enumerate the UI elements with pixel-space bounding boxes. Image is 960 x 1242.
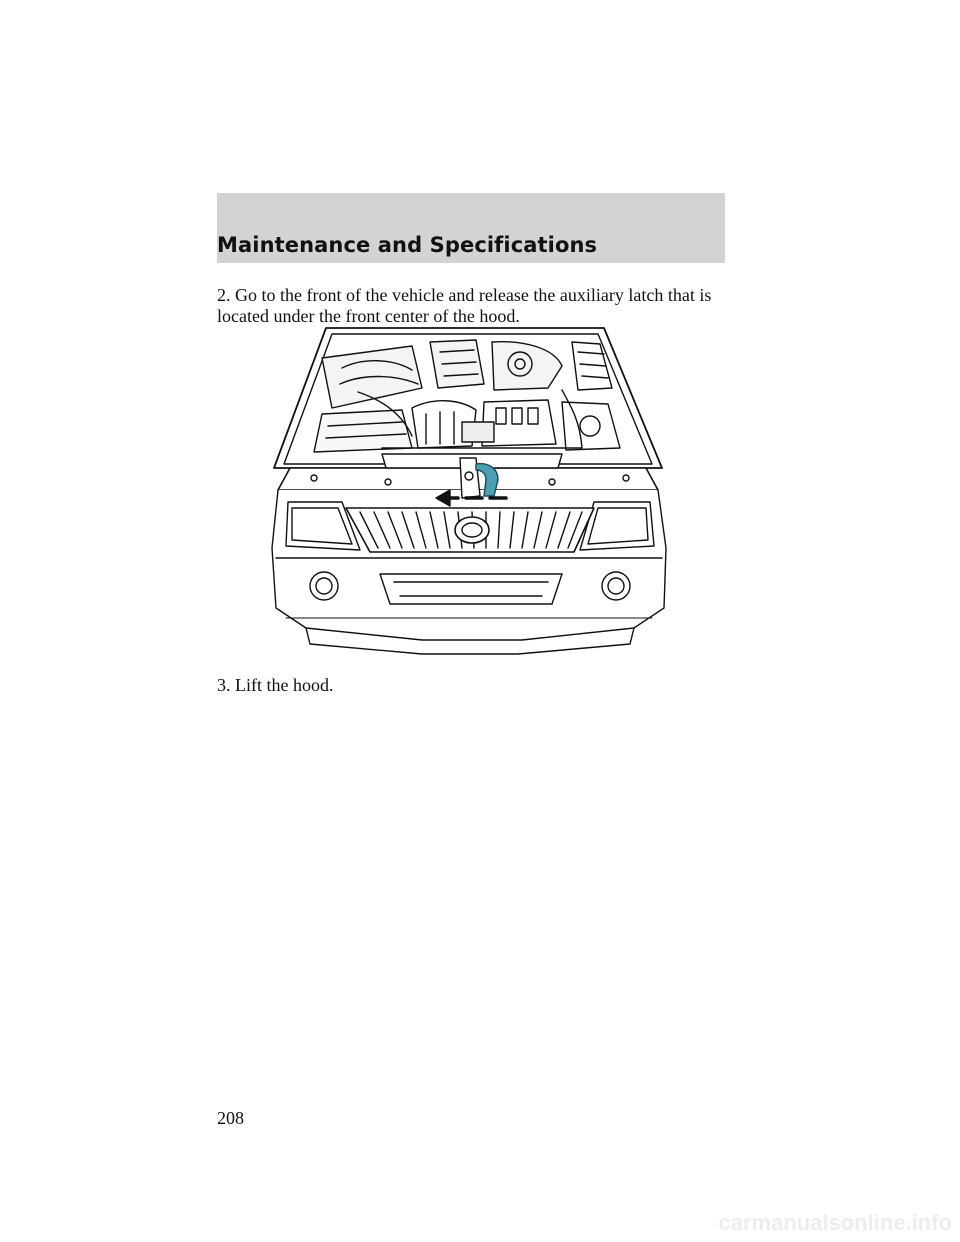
section-header-band	[217, 193, 725, 263]
page-number: 208	[217, 1108, 244, 1128]
step-3-text: 3. Lift the hood.	[217, 675, 334, 695]
engine-bay-hood-latch-icon	[262, 318, 674, 658]
step-2-text: 2. Go to the front of the vehicle and release the auxiliary latch that is located under the front center of the hood.	[217, 285, 712, 326]
section-title: Maintenance and Specifications	[217, 233, 598, 257]
watermark: carmanualsonline.info	[718, 1210, 952, 1235]
